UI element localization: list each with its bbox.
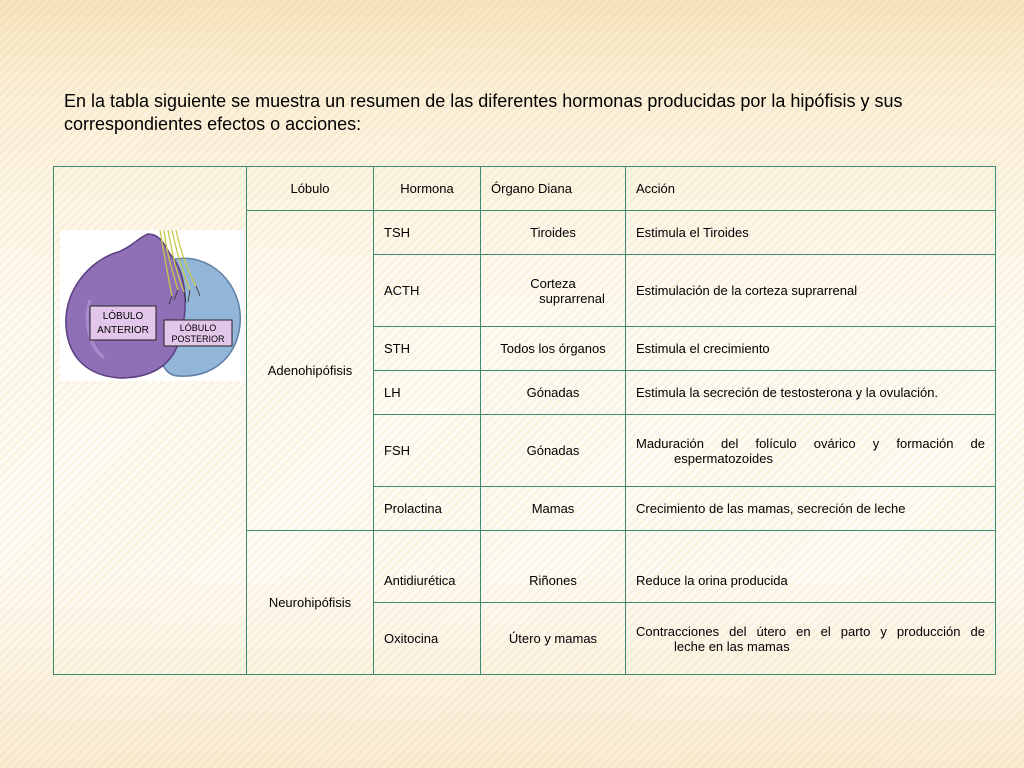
hormone-cell: Antidiurética [374, 531, 481, 603]
pituitary-gland-illustration [60, 230, 244, 381]
hormone-cell: TSH [374, 211, 481, 255]
organ-cell: Mamas [481, 487, 626, 531]
table-header-row [54, 167, 996, 211]
organ-cell: Tiroides [481, 211, 626, 255]
hormone-cell: STH [374, 327, 481, 371]
label-anterior-1: LÓBULO [102, 311, 144, 322]
hormone-cell: Oxitocina [374, 603, 481, 675]
action-cell: Estimula el Tiroides [626, 211, 996, 255]
action-cell [626, 415, 996, 487]
header-action: Acción [626, 167, 996, 211]
organ-line-1: Corteza [530, 275, 576, 291]
label-posterior-2: POSTERIOR [171, 334, 225, 344]
label-posterior-1: LÓBULO [179, 323, 217, 333]
intro-text: En la tabla siguiente se muestra un resumen de las diferentes hormonas producidas por la hipófisis y sus correspondientes efectos o acciones: [64, 91, 903, 134]
organ-cell: Todos los órganos [481, 327, 626, 371]
organ-cell: Gónadas [481, 371, 626, 415]
hormone-cell: LH [374, 371, 481, 415]
action-cell: Reduce la orina producida [626, 531, 996, 603]
action-line-2: leche en las mamas [674, 638, 790, 654]
action-cell: Estimulación de la corteza suprarrenal [626, 255, 996, 327]
action-line-2: espermatozoides [674, 450, 773, 466]
organ-cell [481, 255, 626, 327]
organ-cell: Riñones [481, 531, 626, 603]
action-line-1: Contracciones del útero en el parto y producción de [636, 623, 985, 639]
hormone-cell: Prolactina [374, 487, 481, 531]
action-cell: Estimula el crecimiento [626, 327, 996, 371]
hormones-table [53, 166, 996, 675]
action-cell: Crecimiento de las mamas, secreción de leche [626, 487, 996, 531]
header-lobe: Lóbulo [247, 167, 374, 211]
organ-cell: Útero y mamas [481, 603, 626, 675]
image-cell [54, 167, 247, 675]
organ-cell: Gónadas [481, 415, 626, 487]
header-hormone: Hormona [374, 167, 481, 211]
lobe-neurohipofisis: Neurohipófisis [247, 531, 374, 675]
lobe-adenohipofisis: Adenohipófisis [247, 211, 374, 531]
action-cell: Estimula la secreción de testosterona y la ovulación. [626, 371, 996, 415]
label-anterior-2: ANTERIOR [97, 325, 149, 336]
action-cell [626, 603, 996, 675]
organ-line-2: suprarrenal [539, 290, 605, 306]
action-line-1: Maduración del folículo ovárico y formación de [636, 435, 985, 451]
header-organ: Órgano Diana [481, 167, 626, 211]
hormone-cell: FSH [374, 415, 481, 487]
hormone-cell: ACTH [374, 255, 481, 327]
